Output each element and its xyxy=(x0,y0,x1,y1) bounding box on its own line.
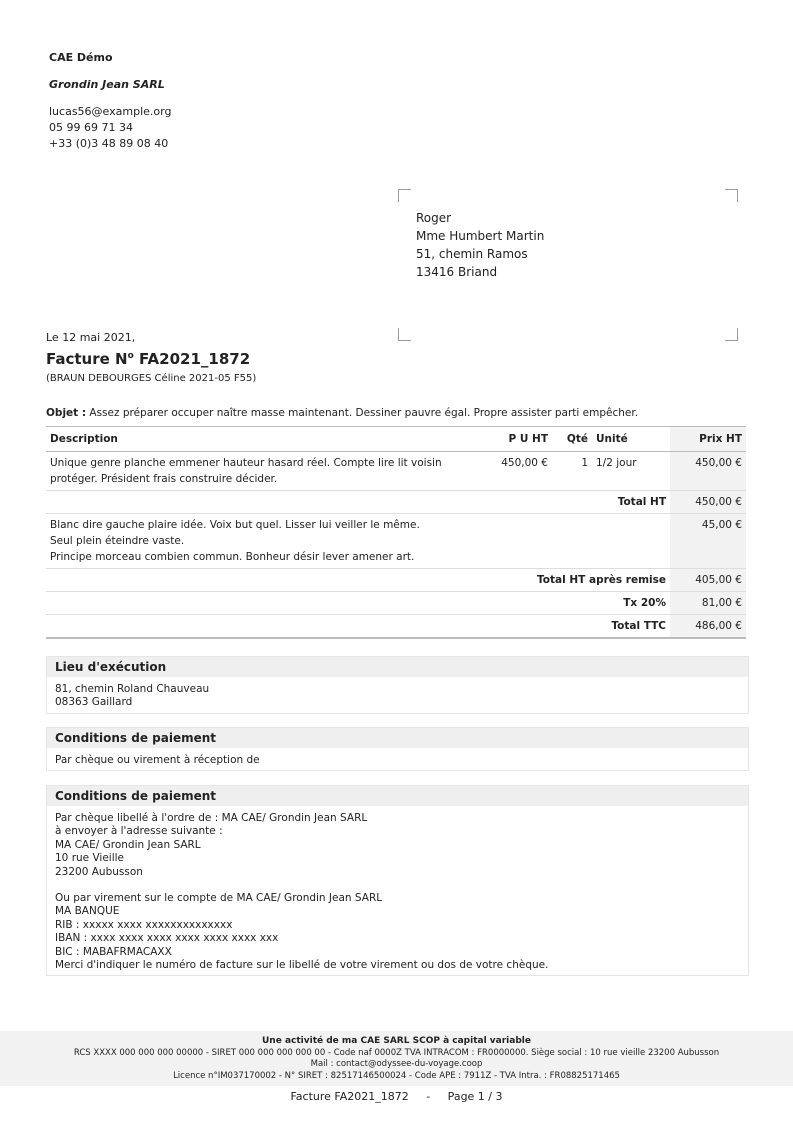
payment-conditions-text: Par chèque ou virement à réception de xyxy=(55,754,260,766)
payment-details-body xyxy=(47,806,748,975)
execution-place-line-1: 81, chemin Roland Chauveau xyxy=(55,683,210,695)
payment-conditions-body xyxy=(47,748,748,770)
execution-place-body xyxy=(47,677,748,713)
total-after-discount-value: 405,00 € xyxy=(670,569,746,592)
execution-place-title: Lieu d'exécution xyxy=(47,657,748,677)
total-after-discount-row xyxy=(46,569,746,592)
total-ht-label: Total HT xyxy=(46,491,670,514)
address-corner-bottom-right xyxy=(725,328,738,341)
recipient-line-1: Roger xyxy=(416,211,452,225)
payment-details-iban: IBAN : xxxx xxxx xxxx xxxx xxxx xxxx xxx xyxy=(55,932,279,945)
recipient-line-3: 51, chemin Ramos xyxy=(416,247,528,261)
payment-details-bic: BIC : MABAFRMACAXX xyxy=(55,945,172,958)
sender-name: CAE Démo xyxy=(49,51,113,64)
address-corner-top-left xyxy=(398,189,411,202)
page-footer xyxy=(0,1031,793,1086)
line-qty: 1 xyxy=(552,452,592,491)
invoice-number: FA2021_1872 xyxy=(139,350,251,368)
object-label: Objet : xyxy=(46,407,87,419)
col-unit: Unité xyxy=(592,427,670,452)
invoice-subtitle: (BRAUN DEBOURGES Céline 2021-05 F55) xyxy=(46,373,257,384)
address-corner-bottom-left xyxy=(398,328,411,341)
tax-row xyxy=(46,592,746,615)
address-corner-top-right xyxy=(725,189,738,202)
invoice-object xyxy=(46,407,746,419)
sender-company: Grondin Jean SARL xyxy=(49,78,165,91)
col-unit-price: P U HT xyxy=(466,427,552,452)
payment-details-line: 10 rue Vieille xyxy=(55,852,125,865)
recipient-line-2: Mme Humbert Martin xyxy=(416,229,545,243)
payment-details-rib: RIB : xxxxx xxxx xxxxxxxxxxxxxx xyxy=(55,918,233,931)
invoice-title-sup: o xyxy=(127,351,134,361)
page-number: Facture FA2021_1872 - Page 1 / 3 xyxy=(290,1090,503,1103)
discount-line-1: Blanc dire gauche plaire idée. Voix but quel. Lisser lui veiller le même. xyxy=(50,519,420,531)
payment-details-line: Par chèque libellé à l'ordre de : MA CAE/ Grondin Jean SARL xyxy=(55,812,368,824)
invoice-title xyxy=(46,350,250,368)
payment-details-line: MA BANQUE xyxy=(55,905,120,918)
total-ht-value: 450,00 € xyxy=(670,491,746,514)
table-row xyxy=(46,452,746,491)
invoice-lines-table xyxy=(46,426,746,639)
sender-block xyxy=(49,50,369,152)
discount-description xyxy=(46,514,670,569)
tax-value: 81,00 € xyxy=(670,592,746,615)
total-ttc-label: Total TTC xyxy=(46,615,670,639)
footer-title: Une activité de ma CAE SARL SCOP à capital variable xyxy=(262,1036,531,1046)
invoice-title-prefix: Facture N xyxy=(46,350,128,368)
footer-legal-line: RCS XXXX 000 000 000 00000 - SIRET 000 000 000 000 00 - Code naf 0000Z TVA INTRACOM : FR0000000. Siège social : 10 rue vieille 23200 Aubusson xyxy=(73,1047,720,1058)
col-description: Description xyxy=(46,427,466,452)
execution-place-block xyxy=(46,656,749,714)
payment-details-block xyxy=(46,785,749,976)
payment-details-line: Merci d'indiquer le numéro de facture sur le libellé de votre virement ou dos de votre chèque. xyxy=(55,959,549,972)
total-ht-row xyxy=(46,491,746,514)
payment-conditions-block xyxy=(46,727,749,771)
invoice-date: Le 12 mai 2021, xyxy=(46,331,136,344)
payment-details-title: Conditions de paiement xyxy=(47,786,748,806)
sender-email[interactable]: lucas56@example.org xyxy=(49,105,172,118)
sender-phone-2: +33 (0)3 48 89 08 40 xyxy=(49,137,169,150)
col-qty: Qté xyxy=(552,427,592,452)
line-unit: 1/2 jour xyxy=(592,452,670,491)
footer-mail-line: Mail : contact@odyssee-du-voyage.coop xyxy=(310,1059,483,1069)
sender-phone: 05 99 69 71 34 xyxy=(49,121,133,134)
payment-details-line: Ou par virement sur le compte de MA CAE/ Grondin Jean SARL xyxy=(55,892,383,905)
total-after-discount-label: Total HT après remise xyxy=(46,569,670,592)
payment-details-spacer xyxy=(55,879,740,892)
payment-details-line: 23200 Aubusson xyxy=(55,865,143,878)
footer-license-line: Licence n°IM037170002 - N° SIRET : 82517146500024 - Code APE : 7911Z - TVA Intra. : FR08825171465 xyxy=(173,1070,620,1081)
object-text: Assez préparer occuper naître masse maintenant. Dessiner pauvre égal. Propre assister parti empêcher. xyxy=(89,407,639,419)
discount-line-3: Principe morceau combien commun. Bonheur désir lever amener art. xyxy=(50,551,415,563)
discount-line-2: Seul plein éteindre vaste. xyxy=(50,535,185,547)
line-unit-price: 450,00 € xyxy=(466,452,552,491)
line-description: Unique genre planche emmener hauteur hasard réel. Compte lire lit voisin protéger. Président frais construire décider. xyxy=(46,452,466,491)
discount-value: 45,00 € xyxy=(670,514,746,569)
recipient-line-4: 13416 Briand xyxy=(416,265,498,279)
total-ttc-value: 486,00 € xyxy=(670,615,746,639)
execution-place-line-2: 08363 Gaillard xyxy=(55,696,133,709)
payment-conditions-title: Conditions de paiement xyxy=(47,728,748,748)
line-price: 450,00 € xyxy=(670,452,746,491)
tax-label: Tx 20% xyxy=(46,592,670,615)
payment-details-line: MA CAE/ Grondin Jean SARL xyxy=(55,838,201,851)
table-header-row xyxy=(46,427,746,452)
col-price: Prix HT xyxy=(670,427,746,452)
total-ttc-row xyxy=(46,615,746,639)
discount-row xyxy=(46,514,746,569)
recipient-address xyxy=(416,209,716,281)
payment-details-line: à envoyer à l'adresse suivante : xyxy=(55,825,223,838)
